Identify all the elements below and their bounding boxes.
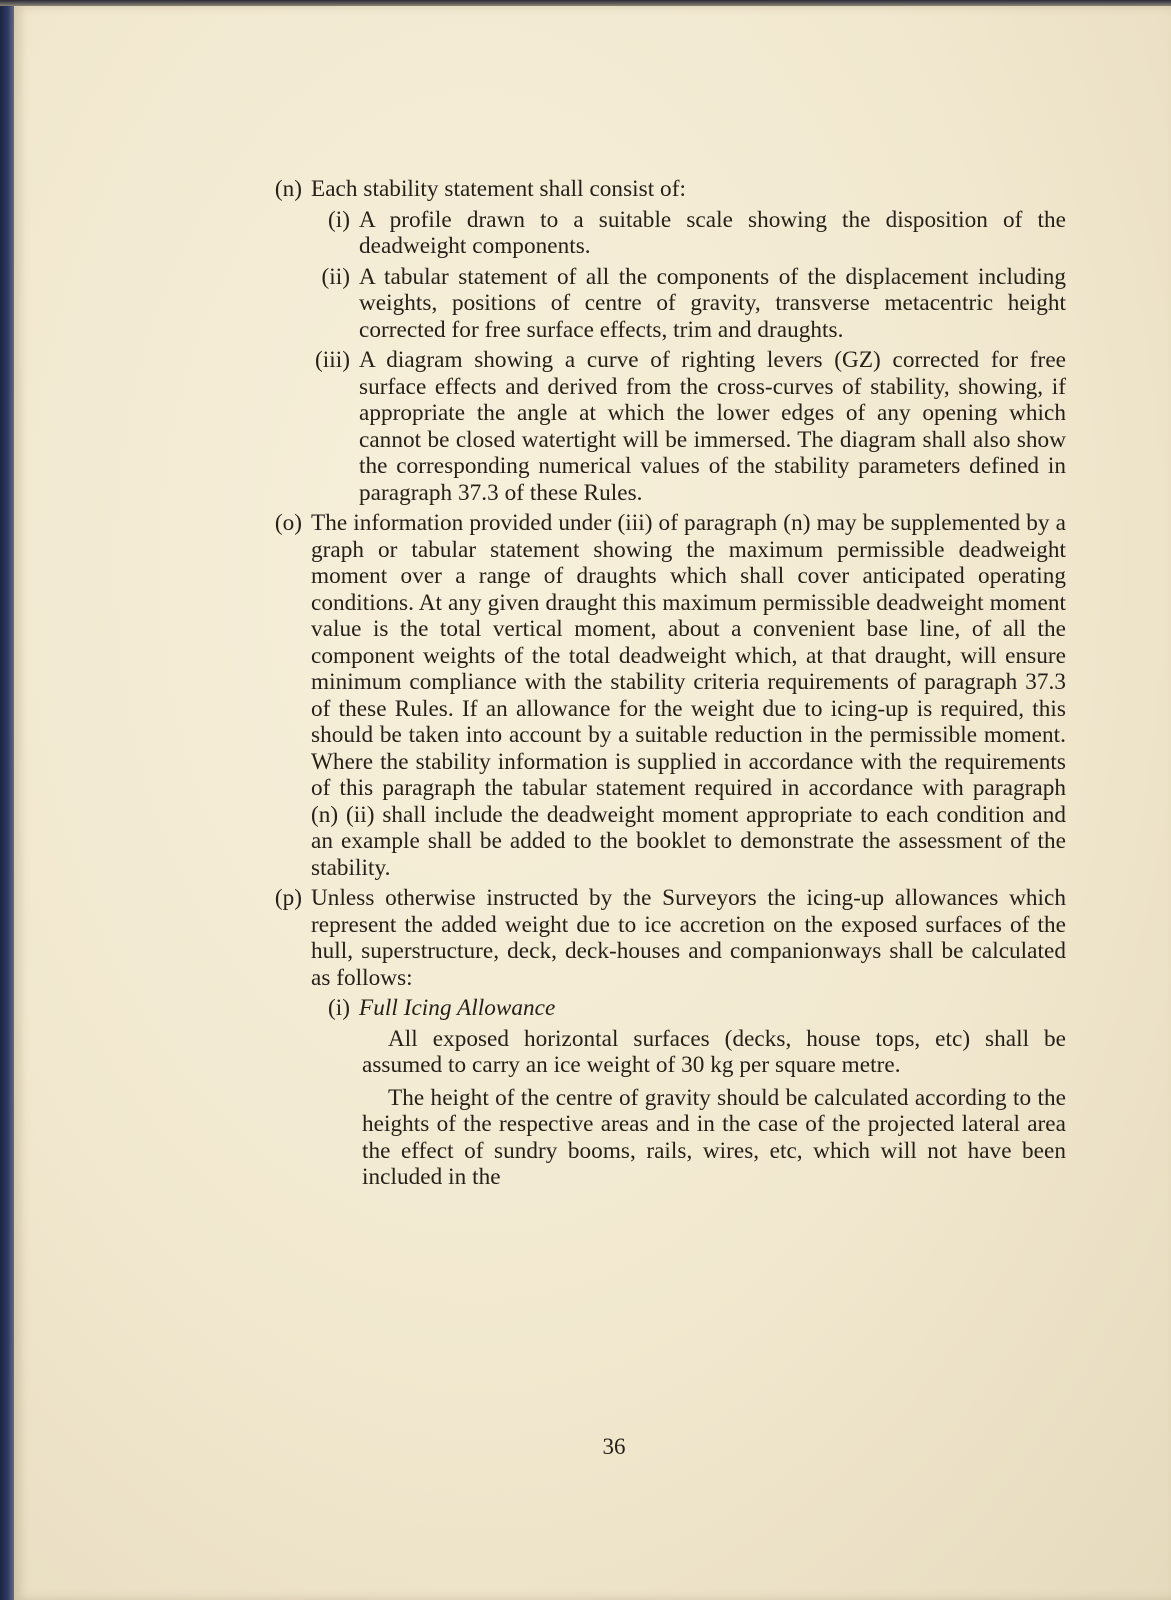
paragraph-n-item-ii xyxy=(321,263,1066,344)
paragraph-n-text: Each stability statement shall consist of: xyxy=(311,176,686,202)
item-marker: (i) xyxy=(327,995,350,1021)
item-marker: (iii) xyxy=(314,347,350,373)
paragraph-p xyxy=(274,885,1066,991)
paragraph-n-item-i xyxy=(326,207,1066,260)
paragraph-o-marker: (o) xyxy=(274,510,302,536)
paragraph-p-item-i xyxy=(326,995,1066,1022)
page-number: 36 xyxy=(602,1434,626,1459)
full-icing-paragraph-1: All exposed horizontal surfaces (decks, house tops, etc) shall be assumed to carry an ice weight of 30 kg per square metre. xyxy=(362,1025,1066,1078)
paragraph-p-text: Unless otherwise instructed by the Surveyors the icing-up allowances which represent the added weight due to ice accretion on the exposed surfaces of the hull, superstructure, deck, deck-houses and companionways shall be calculated as follows: xyxy=(311,885,1066,991)
paragraph-p-marker: (p) xyxy=(274,885,302,911)
item-text: A tabular statement of all the components of the displacement including weights, positions of centre of gravity, transverse metacentric height corrected for free surface effects, trim and draughts. xyxy=(359,263,1066,343)
full-icing-paragraph-2: The height of the centre of gravity should be calculated according to the heights of the respective areas and in the case of the projected lateral area the effect of sundry booms, rails, wires, etc, which will not have been included in the xyxy=(362,1084,1066,1190)
item-text: A diagram showing a curve of righting levers (GZ) corrected for free surface effects and derived from the cross-curves of stability, showing, if appropriate the angle at which the lower edges of any opening which cannot be closed watertight will be immersed. The diagram shall also show the corresponding numerical values of the stability parameters defined in paragraph 37.3 of these Rules. xyxy=(359,347,1066,506)
item-heading: Full Icing Allowance xyxy=(359,995,556,1021)
book-binding-edge xyxy=(0,0,14,1600)
paragraph-o-text: The information provided under (iii) of paragraph (n) may be supplemented by a graph or tabular statement showing the maximum permissible deadweight moment over a range of draughts which shall cover anticipated operating conditions. At any given draught this maximum permissible deadweight moment value is the total vertical moment, about a convenient base line, of all the component weights of the total deadweight which, at that draught, will ensure minimum compliance with the stability criteria requirements of paragraph 37.3 of these Rules. If an allowance for the weight due to icing-up is required, this should be taken into account by a suitable reduction in the permissible moment. Where the stability information is supplied in accordance with the requirements of this paragraph the tabular statement required in accordance with paragraph (n) (ii) shall include the deadweight moment appropriate to each condition and an example shall be added to the booklet to demonstrate the assessment of the stability. xyxy=(311,510,1066,881)
item-text: A profile drawn to a suitable scale showing the disposition of the deadweight components. xyxy=(359,206,1066,259)
item-marker: (ii) xyxy=(321,263,350,290)
paragraph-n-marker: (n) xyxy=(274,176,302,202)
paragraph-o xyxy=(274,510,1066,881)
paragraph-n xyxy=(274,176,1066,203)
paragraph-n-item-iii xyxy=(314,347,1066,506)
document-page xyxy=(14,6,1171,1600)
page-text xyxy=(274,176,1066,1197)
item-marker: (i) xyxy=(327,206,350,233)
